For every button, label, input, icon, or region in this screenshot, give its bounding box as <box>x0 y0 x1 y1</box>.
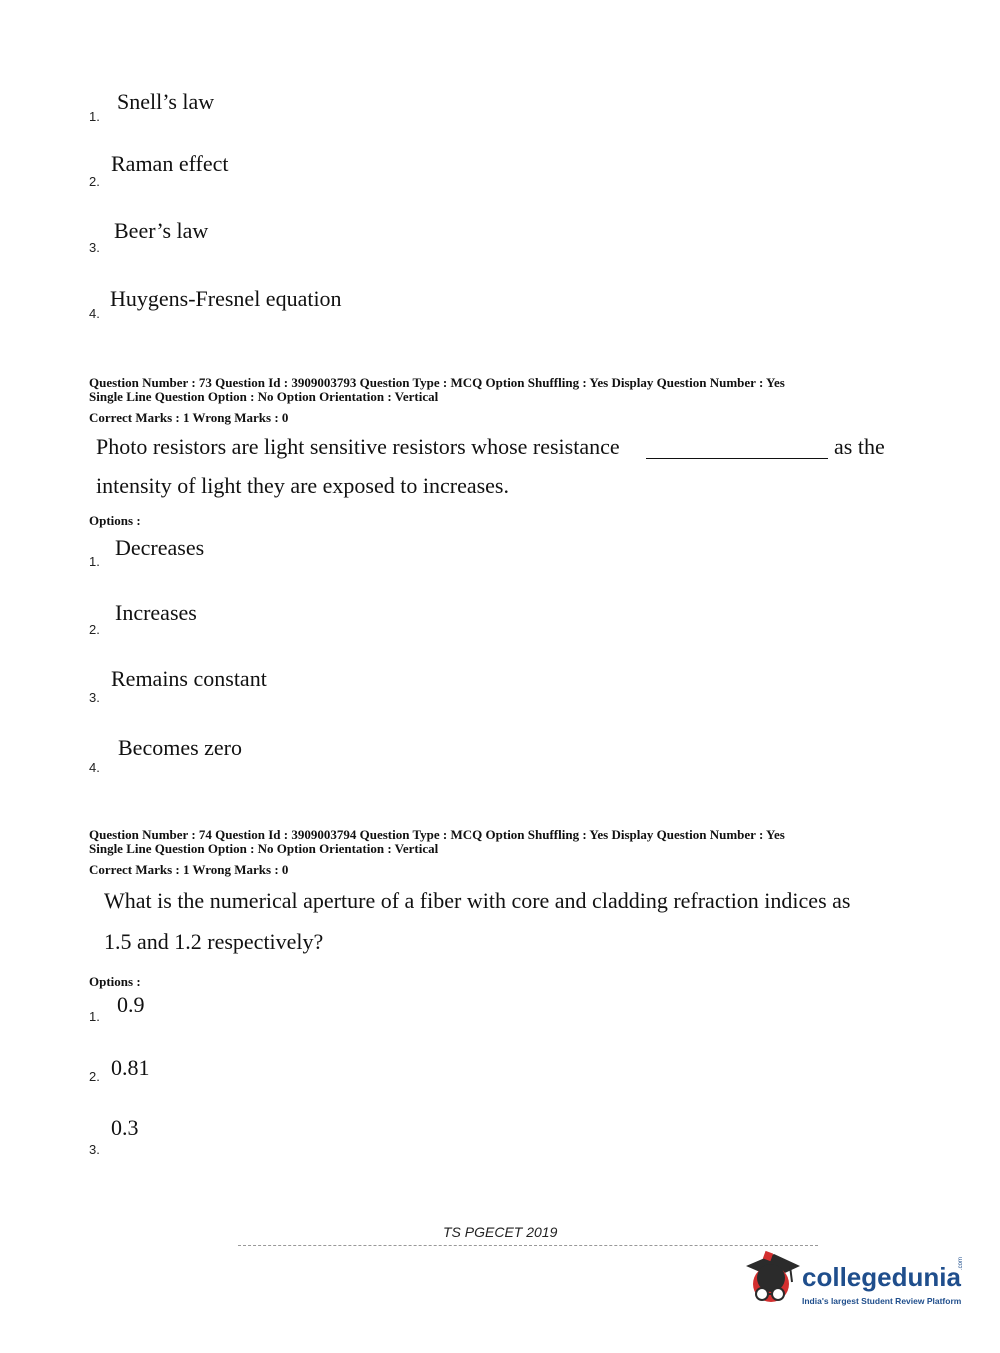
option-text: Increases <box>115 600 197 625</box>
option-text: Decreases <box>115 535 205 560</box>
option-text: 0.81 <box>111 1055 150 1080</box>
prev-option-number: 2. <box>89 174 100 189</box>
question-meta-line2: Single Line Question Option : No Option Orientation : Vertical <box>89 841 439 856</box>
options-label: Options : <box>89 513 141 528</box>
option-number: 2. <box>89 1069 100 1084</box>
logo-tagline: India's largest Student Review Platform <box>802 1296 962 1306</box>
question-marks: Correct Marks : 1 Wrong Marks : 0 <box>89 410 289 425</box>
question-text: Photo resistors are light sensitive resistors whose resistance <box>96 434 620 459</box>
prev-option-number: 3. <box>89 240 100 255</box>
logo-name: collegedunia <box>802 1262 961 1292</box>
exam-title: TS PGECET 2019 <box>443 1224 558 1240</box>
logo-domain: .com <box>958 1256 964 1270</box>
prev-option-text: Raman effect <box>111 151 229 176</box>
option-number: 3. <box>89 690 100 705</box>
option-text: 0.9 <box>117 992 145 1017</box>
question-text-line2: intensity of light they are exposed to increases. <box>96 473 509 498</box>
footer-divider <box>238 1245 818 1246</box>
question-text: What is the numerical aperture of a fiber with core and cladding refraction indices as <box>104 888 851 913</box>
option-number: 2. <box>89 622 100 637</box>
prev-option-text: Beer’s law <box>114 218 209 243</box>
option-text: Remains constant <box>111 666 267 691</box>
question-meta-line2: Single Line Question Option : No Option Orientation : Vertical <box>89 389 439 404</box>
prev-option-text: Snell’s law <box>117 89 215 114</box>
option-text: Becomes zero <box>118 735 242 760</box>
question-text-continued: as the <box>834 434 885 459</box>
option-number: 1. <box>89 554 100 569</box>
answer-blank <box>646 458 828 459</box>
options-label: Options : <box>89 974 141 989</box>
prev-option-number: 1. <box>89 109 100 124</box>
prev-option-text: Huygens-Fresnel equation <box>110 286 342 311</box>
prev-option-number: 4. <box>89 306 100 321</box>
question-meta-line1: Question Number : 73 Question Id : 3909003793 Question Type : MCQ Option Shuffling : Yes Display Question Number : Yes <box>89 375 785 390</box>
question-meta-line1: Question Number : 74 Question Id : 3909003794 Question Type : MCQ Option Shuffling : Yes Display Question Number : Yes <box>89 827 785 842</box>
option-number: 4. <box>89 760 100 775</box>
option-number: 1. <box>89 1009 100 1024</box>
question-marks: Correct Marks : 1 Wrong Marks : 0 <box>89 862 289 877</box>
option-text: 0.3 <box>111 1115 139 1140</box>
option-number: 3. <box>89 1142 100 1157</box>
collegedunia-logo-icon <box>740 1248 802 1310</box>
question-text-line2: 1.5 and 1.2 respectively? <box>104 929 324 954</box>
